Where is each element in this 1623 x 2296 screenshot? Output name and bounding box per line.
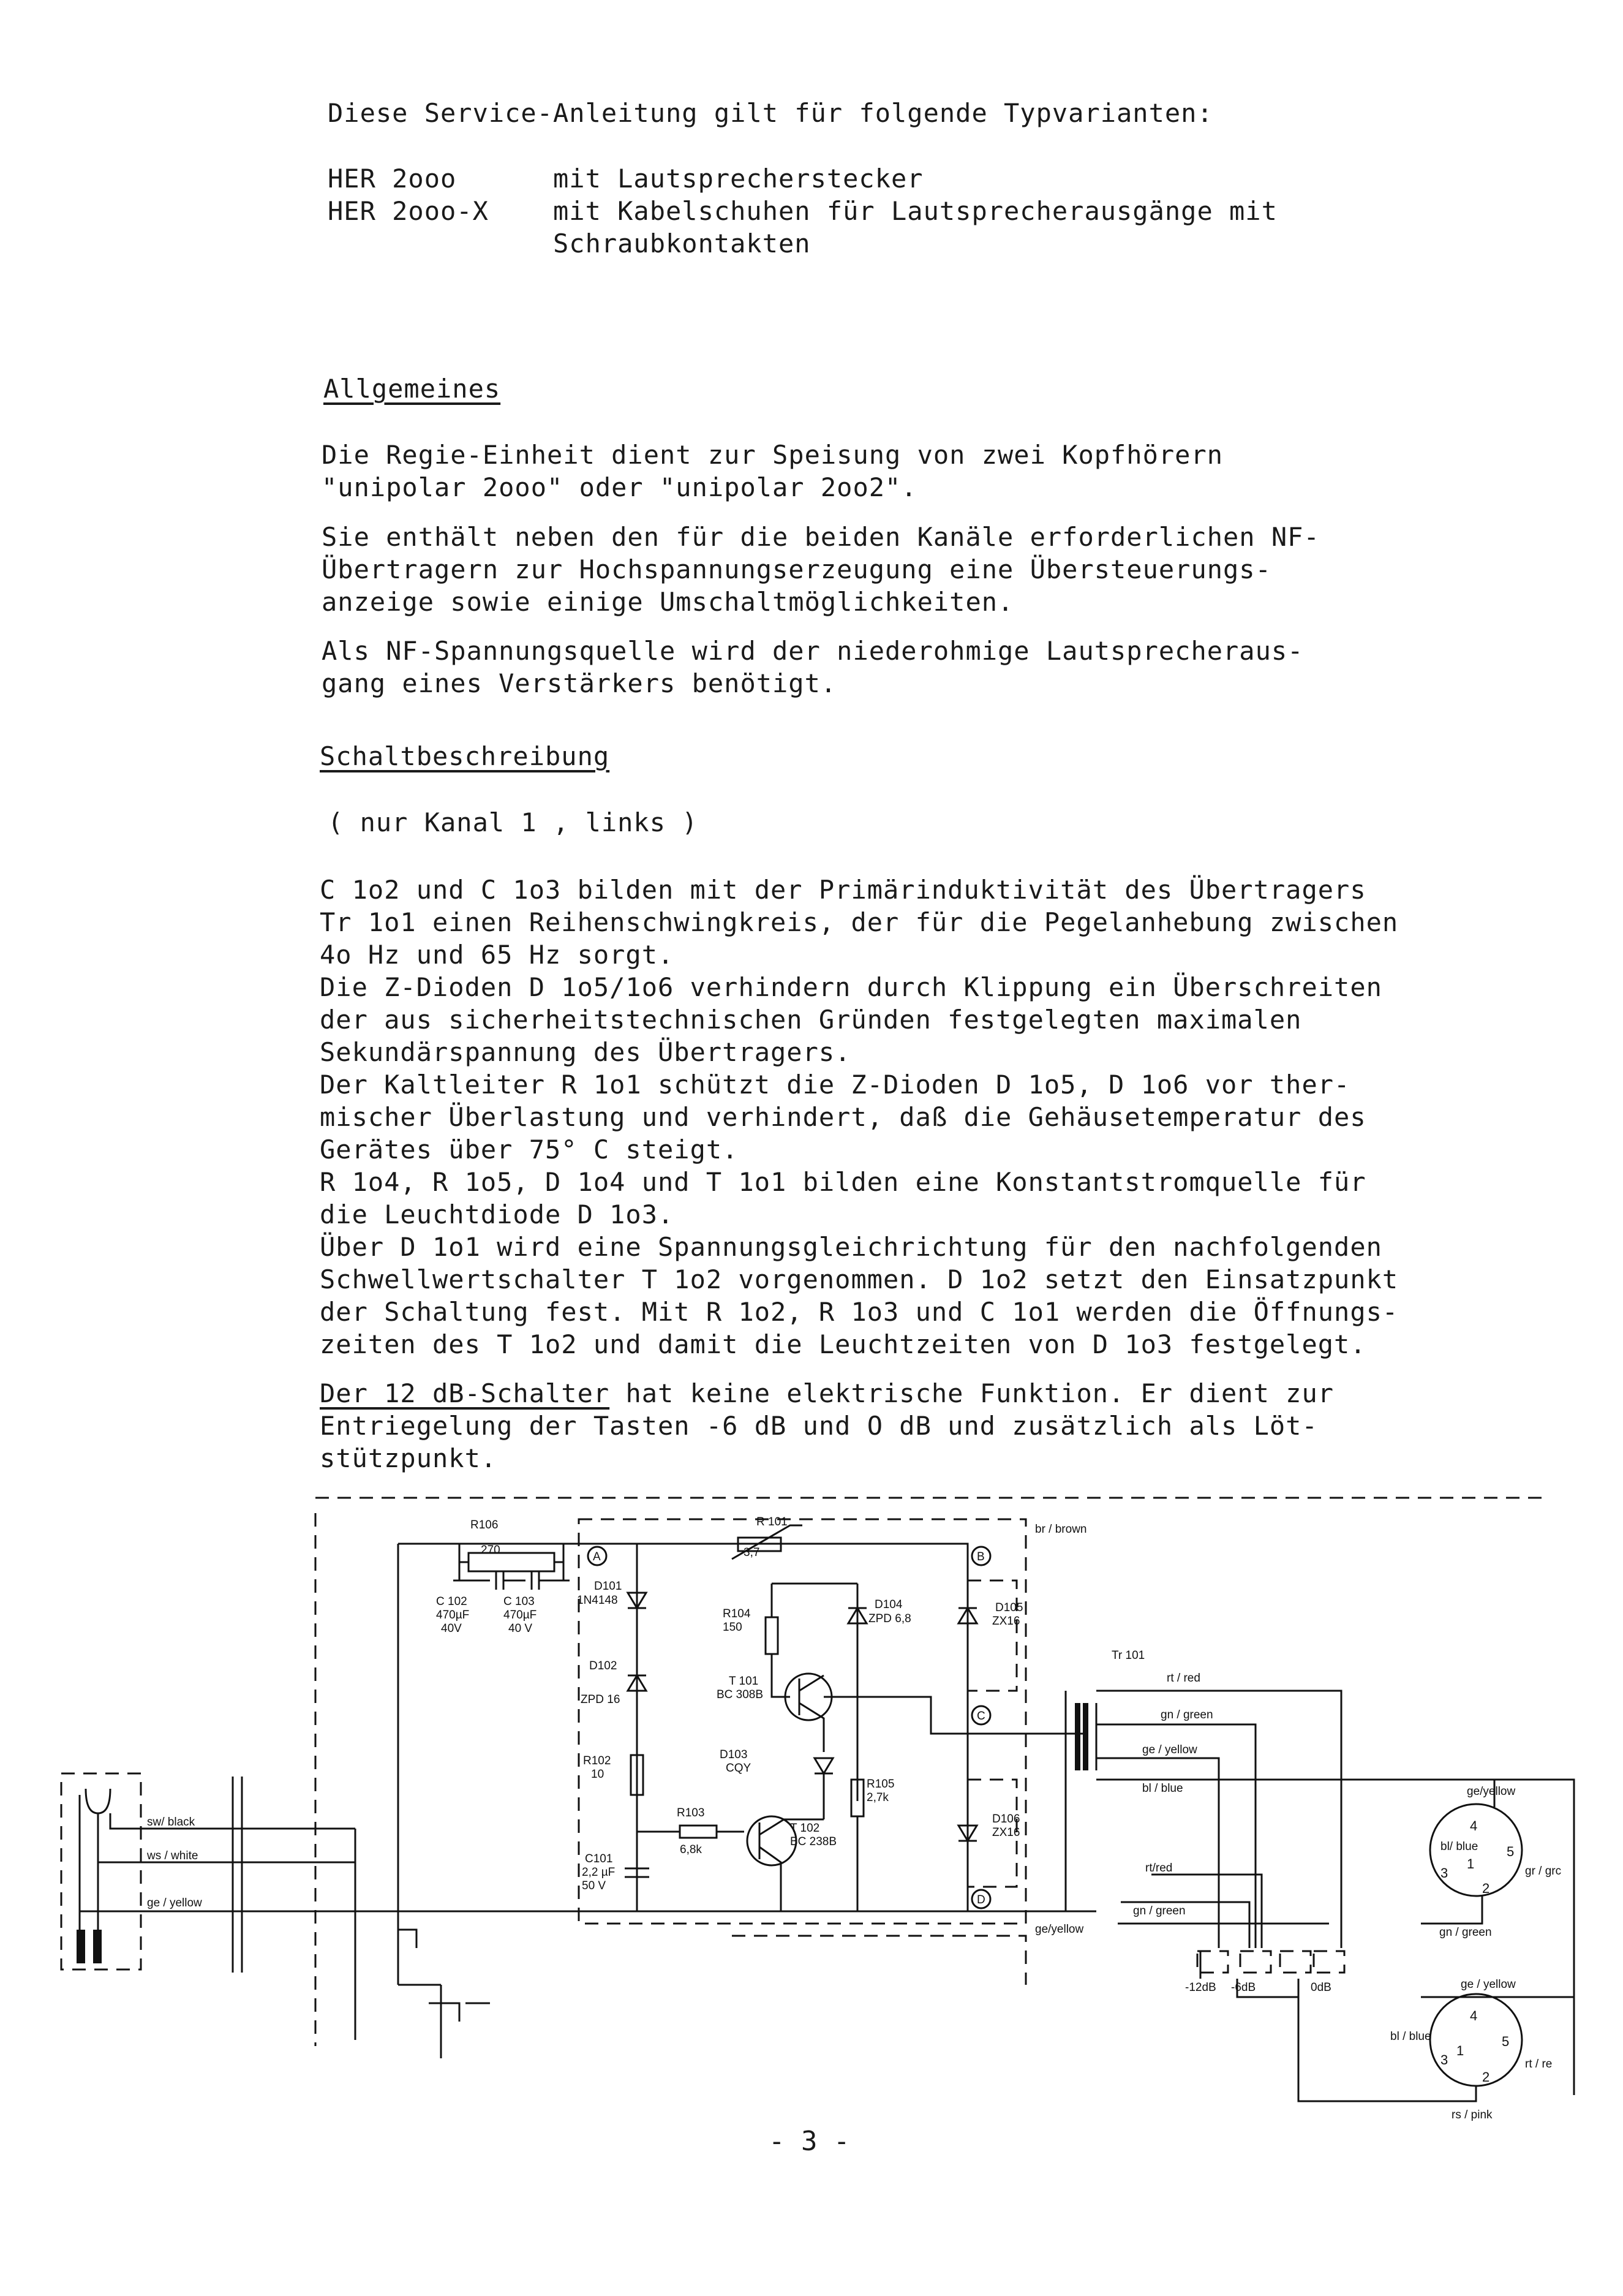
desc-line-13: Schwellwertschalter T 1o2 vorgenommen. D 1o2 setzt den Einsatzpunkt [320,1264,1399,1294]
node-d-label: D [977,1894,985,1906]
switch-0db-2 [1314,1951,1344,1973]
node-c-label: C [977,1710,985,1723]
c103-voltage: 40 V [508,1622,533,1635]
t102-transistor [747,1816,796,1865]
desc-line-7: Der Kaltleiter R 1o1 schützt die Z-Dioden D 1o5, D 1o6 vor ther- [320,1070,1350,1100]
t102-type: BC 238B [790,1835,837,1848]
heading-schaltbeschreibung: Schaltbeschreibung [320,741,610,771]
node-c-wire [857,1697,1084,1734]
desc-line-4: Die Z-Dioden D 1o5/1o6 verhindern durch Klippung ein Überschreiten [320,972,1382,1002]
d104-label: D104 [875,1598,903,1611]
node-a-label: A [593,1550,601,1563]
transformer-core-1 [1075,1703,1080,1770]
zener-box-upper [968,1580,1017,1691]
t101-type: BC 308B [717,1688,764,1701]
node-b-label: B [977,1550,985,1563]
conn1-left-label: bl/ blue [1440,1840,1478,1853]
input-jack-contacts [80,1789,110,1930]
t101-legs [799,1675,824,1752]
r102-value: 10 [591,1768,604,1781]
switch-lead: Der 12 dB-Schalter [320,1378,610,1408]
r103-value: 6,8k [680,1843,702,1856]
conn1-pin-2: 2 [1482,1881,1490,1896]
conn2-pin-3: 3 [1440,2052,1448,2068]
desc-line-9: Gerätes über 75° C steigt. [320,1135,739,1165]
c101-label: C101 [585,1852,613,1865]
conn1-right-label: gr / grc [1525,1865,1562,1878]
desc-line-12: Über D 1o1 wird eine Spannungsgleichrichtung für den nachfolgenden [320,1232,1382,1262]
r102-label: R102 [583,1754,611,1767]
page-number: - 3 - [769,2126,850,2157]
desc-line-1: C 1o2 und C 1o3 bilden mit der Primärinduktivität des Übertragers [320,875,1366,905]
heading-allgemeines: Allgemeines [323,374,501,404]
d105-label: D105 [995,1601,1023,1614]
c101-voltage: 50 V [582,1879,606,1892]
d102-type: ZPD 16 [581,1693,620,1706]
board-outline-lower [732,1936,1026,1985]
conn2-top-label: ge / yellow [1461,1978,1516,1991]
r103-label: R103 [677,1807,705,1819]
r104-label: R104 [723,1607,751,1620]
variant-1-model: HER 2ooo [328,164,457,194]
desc-line-5: der aus sicherheitstechnischen Gründen festgelegten maximalen [320,1005,1302,1035]
para-2-line-3: anzeige sowie einige Umschaltmöglichkeiten. [322,587,1014,617]
desc-line-10: R 1o4, R 1o5, D 1o4 und T 1o1 bilden eine Konstantstromquelle für [320,1167,1366,1197]
input-yellow-label: ge / yellow [147,1897,202,1909]
wire-green-label: gn / green [1161,1709,1213,1721]
conn2-right-label: rt / re [1525,2058,1553,2071]
r101-value: 3,7 [744,1546,760,1559]
wire-brown-label: br / brown [1035,1523,1087,1536]
para-3-line-2: gang eines Verstärkers benötigt. [322,668,837,698]
r106-value: 270 [481,1544,500,1557]
r105-value: 2,7k [867,1791,889,1804]
t101-label: T 101 [729,1675,759,1688]
d106-type: ZX16 [992,1826,1020,1839]
conn1-pin-4: 4 [1470,1818,1478,1833]
input-cable-ticks [233,1777,242,1973]
channel-board-outline [579,1519,1026,1924]
r103-resistor [680,1826,717,1838]
switch-line-3: stützpunkt. [320,1443,497,1473]
d106-label: D106 [992,1813,1020,1826]
wire-yellow-label: ge / yellow [1142,1743,1197,1756]
r101-label: R 101 [756,1516,788,1528]
para-2-line-2: Übertragern zur Hochspannungserzeugung eine Übersteuerungs- [322,554,1271,584]
intro-text: Diese Service-Anleitung gilt für folgende Typvarianten: [328,98,1213,128]
conn2-pin-4: 4 [1470,2008,1478,2023]
circuit-schematic [0,1470,1623,2132]
switch-output-wires [1200,1951,1421,2101]
conn2-pin-1: 1 [1456,2043,1464,2058]
switch-rest: hat keine elektrische Funktion. Er dient zur [609,1378,1335,1408]
jack-terminal-2 [93,1930,102,1963]
r106-label: R106 [470,1519,499,1531]
switch-minus-12db-link [1240,1951,1271,1973]
desc-line-8: mischer Überlastung und verhindert, daß die Gehäusetemperatur des [320,1102,1366,1132]
c103-label: C 103 [503,1595,535,1608]
d103-type: CQY [726,1762,751,1775]
conn1-pin-1: 1 [1467,1856,1475,1871]
conn2-bottom-label: rs / pink [1452,2109,1493,2121]
c102-c103-capacitors [453,1571,570,1590]
d103-led [815,1758,833,1773]
input-white-label: ws / white [147,1849,198,1862]
para-1-line-1: Die Regie-Einheit dient zur Speisung von zwei Kopfhörern [322,440,1224,470]
variant-1-desc: mit Lautsprecherstecker [553,164,924,194]
conn1-top-label: ge/yellow [1467,1785,1516,1798]
desc-line-15: zeiten des T 1o2 und damit die Leuchtzeiten von D 1o3 festgelegt. [320,1329,1366,1359]
para-3-line-1: Als NF-Spannungsquelle wird der niederohmige Lautsprecheraus- [322,636,1304,666]
desc-line-2: Tr 1o1 einen Reihenschwingkreis, der für die Pegelanhebung zwischen [320,907,1399,937]
d105-type: ZX16 [992,1615,1020,1628]
d101-type: 1N4148 [577,1594,618,1607]
wire-blue-label: bl / blue [1142,1782,1183,1795]
desc-line-3: 4o Hz und 65 Hz sorgt. [320,940,674,970]
r104-resistor [766,1617,778,1654]
wire-red2-label: rt/red [1145,1862,1173,1875]
para-2-line-1: Sie enthält neben den für die beiden Kanäle erforderlichen NF- [322,522,1320,552]
conn1-pin-5: 5 [1507,1844,1515,1859]
t102-label: T 102 [790,1822,820,1835]
wire-red-label: rt / red [1167,1672,1200,1685]
tr101-label: Tr 101 [1112,1649,1145,1662]
switch-line-1 [320,1377,1334,1410]
c102-label: C 102 [436,1595,467,1608]
r106-resistor [459,1544,563,1580]
output-yellow-label: ge/yellow [1035,1923,1084,1936]
d103-label: D103 [720,1748,748,1761]
r105-label: R105 [867,1778,895,1791]
desc-line-6: Sekundärspannung des Übertragers. [320,1037,851,1067]
c102-voltage: 40V [441,1622,462,1635]
input-black-label: sw/ black [147,1816,195,1829]
r104-to-t101 [772,1654,790,1697]
conn2-left-label: bl / blue [1390,2030,1431,2043]
desc-line-11: die Leuchtdiode D 1o3. [320,1199,674,1229]
desc-line-14: der Schaltung fest. Mit R 1o2, R 1o3 und C 1o1 werden die Öffnungs- [320,1297,1399,1327]
switch-12db-label: -12dB [1185,1981,1216,1994]
d101-label: D101 [594,1580,622,1593]
conn2-pin-2: 2 [1482,2069,1490,2085]
d104-type: ZPD 6,8 [868,1612,911,1625]
variant-2-model: HER 2ooo-X [328,196,489,226]
switch-0db-1 [1280,1951,1311,1973]
switch-0db-label: 0dB [1311,1981,1331,1994]
jack-terminal-1 [77,1930,85,1963]
conn2-pin-5: 5 [1502,2034,1510,2049]
r101-ptc-slash [732,1525,802,1559]
r104-top [772,1584,857,1617]
wire-green2-label: gn / green [1133,1905,1186,1917]
c102-capacity: 470µF [436,1609,470,1622]
conn1-bottom-label: gn / green [1439,1926,1492,1939]
connector-2-wires [1421,1997,1574,2101]
c103-capacity: 470µF [503,1609,537,1622]
switch-line-2: Entriegelung der Tasten -6 dB und O dB und zusätzlich als Löt- [320,1411,1318,1441]
output-contacts [398,1930,490,2022]
d102-label: D102 [589,1660,617,1672]
variant-2-desc-cont: Schraubkontakten [553,228,811,259]
c101-capacity: 2,2 µF [582,1866,616,1879]
transformer-windings [1066,1703,1096,1770]
switch-minus-6db [1197,1951,1228,1973]
conn1-pin-3: 3 [1440,1865,1448,1881]
variant-2-desc: mit Kabelschuhen für Lautsprecherausgänge mit [553,196,1278,226]
switch-6db-label: -6dB [1231,1981,1256,1994]
transformer-core-2 [1083,1703,1088,1770]
para-1-line-2: "unipolar 2ooo" oder "unipolar 2oo2". [322,472,917,502]
r104-value: 150 [723,1621,742,1634]
channel-note: ( nur Kanal 1 , links ) [328,807,698,837]
